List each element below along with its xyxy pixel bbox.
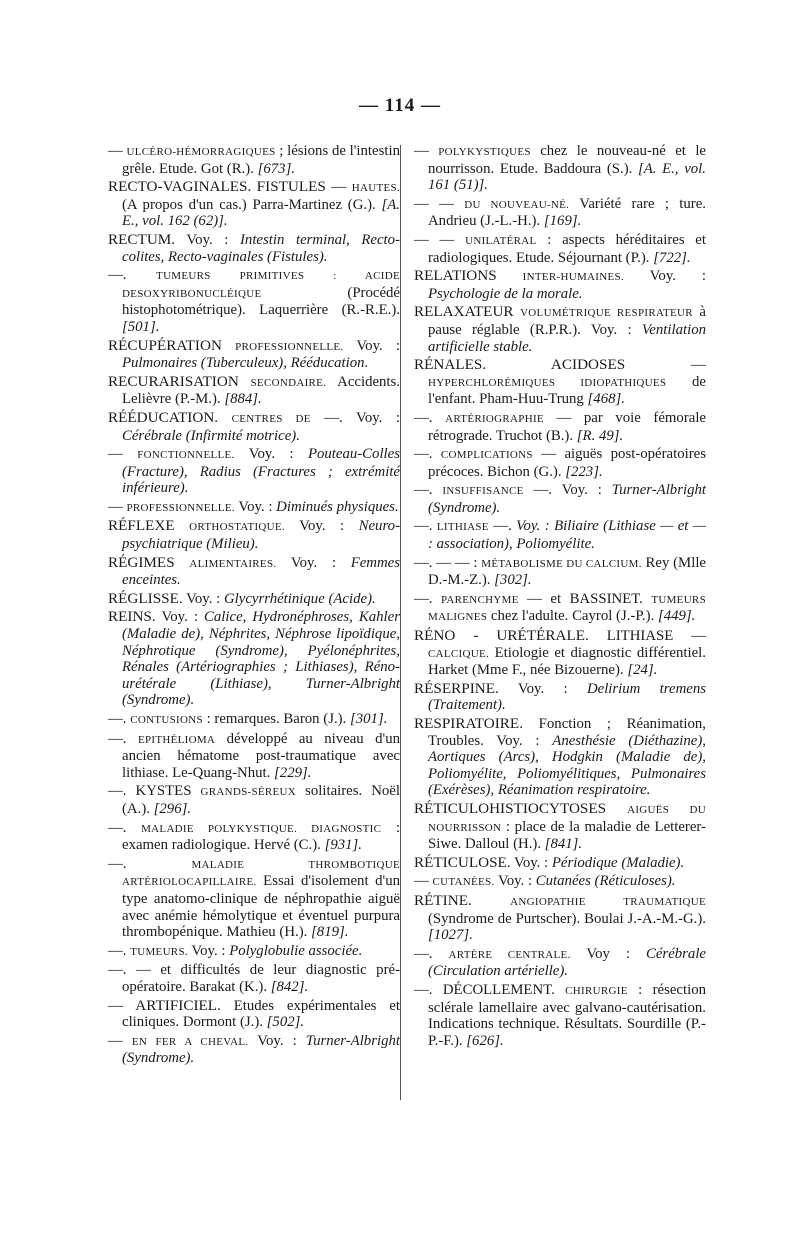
entry-text: MALADIE POLYKYSTIQUE. DIAGNOSTIC [141, 822, 382, 835]
entry-text: CONTUSIONS [130, 714, 203, 726]
entry-text: [884]. [224, 391, 262, 408]
column-divider [400, 145, 401, 1100]
entry-text: EN FER A CHEVAL. [131, 1035, 249, 1048]
index-entry [414, 982, 706, 1049]
entry-text: [223]. [565, 463, 603, 480]
index-entry [414, 555, 706, 589]
entry-text: RÉGLISSE. [108, 589, 183, 607]
left-column [108, 143, 400, 1069]
entry-text: [468]. [587, 391, 625, 408]
entry-text: INSUFFISANCE [442, 485, 524, 498]
entry-text: —. [108, 730, 138, 747]
entry-text: [296]. [153, 800, 192, 817]
entry-text: —. [108, 819, 142, 836]
entry-text: — — [414, 195, 465, 212]
entry-text: Accidents. Lelièvre (P.-M.). [122, 373, 400, 408]
index-entry [414, 482, 706, 516]
entry-text: Voy. : Biliaire (Lithiase — et — : association), Poliomyélite. [428, 518, 706, 553]
entry-text: Voy. : [498, 680, 587, 697]
entry-text: —. [414, 482, 443, 499]
entry-text: RÉÉDUCATION. [108, 408, 219, 426]
index-entry [108, 731, 400, 782]
entry-text: RÉCUPÉRATION [108, 336, 222, 354]
entry-text: —. [108, 855, 192, 872]
entry-text: Femmes enceintes. [122, 554, 400, 589]
entry-text: AIGUËS DU NOURRISSON [428, 803, 707, 834]
index-entry [108, 943, 400, 961]
index-entry [414, 304, 706, 355]
entry-text: [169]. [543, 213, 582, 230]
entry-text: RÉTINE. [414, 891, 472, 909]
entry-text: : aspects héréditaires et radiologiques. Etude. Séjournant (P.). [428, 231, 706, 266]
entry-text: INTER-HUMAINES. [522, 271, 624, 284]
entry-text: ULCÉRO-HÉMORRAGIQUES [126, 146, 276, 158]
entry-text: —. DÉCOLLEMENT. [414, 981, 566, 998]
entry-text: [301]. [350, 711, 388, 727]
entry-text: GRANDS-SÉREUX [200, 786, 297, 799]
entry-text [222, 338, 235, 354]
index-entry [108, 518, 400, 552]
entry-text: —. [414, 590, 441, 607]
index-entry [108, 374, 400, 408]
entry-text: Anesthésie (Diéthazine), Aortiques (Arcs), Hodgkin (Maladie de), Poliomyélite, Poliomyélitiques, Pulmonaires (Exérèses), Réanimation respiratoire. [428, 732, 706, 799]
entry-text: RELAXATEUR [414, 303, 514, 321]
entry-text: FONCTIONNELLE. [137, 449, 235, 462]
entry-text: MÉTABOLISME DU CALCIUM. [481, 557, 642, 570]
index-entry [108, 143, 400, 177]
entry-text: Psychologie de la morale. [428, 285, 583, 302]
index-entry [108, 410, 400, 444]
entry-text: [931]. [324, 837, 362, 854]
page-number: — 114 — [359, 95, 441, 116]
entry-text: Turner-Albright (Syndrome). [428, 482, 706, 516]
entry-text: [626]. [466, 1032, 504, 1049]
entry-text: RÉNO - URÉTÉRALE. [414, 627, 589, 645]
entry-text: chez l'adulte. Cayrol (J.-P.). [487, 608, 658, 625]
entry-text: solitaires. Noël (A.). [122, 783, 400, 817]
index-entry [414, 591, 706, 626]
entry-text: Fonction ; Réanimation, Troubles. Voy. : [428, 716, 706, 749]
entry-text: TUMEURS PRIMITIVES : ACIDE DESOXYRIBONUCLÉIQUE [122, 270, 400, 300]
entry-text: LITHIASE [436, 521, 489, 534]
index-entry [108, 1033, 400, 1067]
entry-text: PARENCHYME [440, 593, 519, 606]
index-entry [414, 716, 706, 799]
entry-text: ALIMENTAIRES. [189, 557, 277, 570]
entry-text [606, 801, 627, 817]
entry-text: Voy. : [182, 590, 224, 607]
index-entry [108, 232, 400, 265]
index-entry [108, 555, 400, 589]
entry-text: Etudes expérimentales et cliniques. Dormont (J.). [122, 997, 400, 1031]
entry-text: [A. E., vol. 161 (51)]. [428, 160, 706, 194]
entry-text: RÉSERPINE. [414, 679, 499, 697]
entry-text: ; lésions de l'intestin grêle. Etude. Got (R.). [122, 143, 400, 177]
index-entry [414, 855, 706, 872]
entry-text: [841]. [544, 836, 583, 853]
index-entry [108, 591, 400, 608]
entry-text: CHIRURGIE [565, 984, 628, 997]
entry-text: [A. E., vol. 162 (62)]. [122, 196, 400, 230]
entry-text: chez le nouveau-né et le nourrisson. Etude. Baddoura (S.). [428, 143, 707, 177]
entry-text: — ARTIFICIEL. [108, 996, 221, 1014]
entry-text: Voy. : [285, 518, 359, 535]
index-entry [108, 179, 400, 230]
entry-text: RÉTICULOSE. [414, 853, 511, 871]
entry-text: REINS. [108, 608, 156, 626]
entry-text: — et BASSINET. [518, 590, 652, 607]
entry-text: Polyglobulie associée. [229, 942, 363, 959]
entry-text: (Procédé histophotométrique). Laquerrière (R.-R.E.). [122, 284, 400, 319]
entry-text: [229]. [274, 764, 312, 781]
entry-text: POLYKYSTIQUES [438, 146, 531, 158]
entry-text: (A propos d'un cas.) Parra-Martinez (G.). [122, 196, 382, 213]
entry-text: RÉGIMES [108, 553, 175, 571]
index-entry [414, 268, 706, 302]
index-entry [108, 338, 400, 372]
entry-text: Calice, Hydronéphroses, Kahler (Maladie de), Néphrites, Néphrose lipoïdique, Néphrotique (Syndrome), Pyélonéphrites, Rénales (Artériographies ; Lithiases), Réno-urétérale (Lithiase), Turner-Albright (Syndrome). [122, 609, 400, 709]
entry-text: Cérébrale (Circulation artérielle). [428, 945, 706, 980]
entry-text: COMPLICATIONS [440, 449, 533, 462]
entry-text: —. [414, 446, 441, 463]
index-entry [414, 801, 706, 853]
entry-text [472, 893, 510, 909]
entry-text: —. Voy. : [310, 409, 400, 426]
entry-text: Voy : [570, 945, 646, 962]
index-entry [414, 446, 706, 480]
index-entry [414, 357, 706, 408]
entry-text: à pause réglable (R.P.R.). Voy. : [428, 304, 706, 338]
entry-text: Voy. : [343, 337, 400, 354]
entry-text: Voy. : [155, 609, 205, 626]
entry-text: — [414, 873, 433, 890]
right-column [414, 143, 706, 1051]
entry-text: Cérébrale (Infirmité motrice). [122, 427, 300, 444]
entry-text: Glycyrrhétinique (Acide). [223, 590, 376, 607]
entry-text: Diminués physiques. [276, 498, 399, 515]
entry-text: Voy. : [623, 268, 706, 285]
index-entry [414, 628, 706, 679]
index-entry [108, 267, 400, 335]
entry-text: —. — et difficultés de leur diagnostic pré-opératoire. Barakat (K.). [108, 962, 400, 995]
entry-text: Voy. : [494, 873, 536, 890]
index-entry [108, 446, 400, 497]
entry-text: —. — — : [414, 554, 482, 571]
entry-text: — [108, 143, 127, 159]
entry-text: ARTÉRIOGRAPHIE [445, 412, 544, 425]
index-entry [108, 711, 400, 729]
entry-text: [501]. [122, 318, 160, 335]
entry-text: Pulmonaires (Tuberculeux), Rééducation. [122, 355, 369, 372]
entry-text: [R. 49]. [576, 427, 624, 444]
entry-text: Cutanées (Réticuloses). [535, 873, 676, 890]
entry-text: SECONDAIRE. [250, 376, 327, 389]
entry-text: ANGIOPATHIE TRAUMATIQUE [510, 895, 706, 908]
index-entry [108, 609, 400, 709]
entry-text: : examen radiologique. Hervé (C.). [122, 819, 401, 854]
entry-text: Turner-Albright (Syndrome). [122, 1032, 400, 1067]
entry-text: TUMEURS MALIGNES [428, 593, 706, 624]
entry-text: PROFESSIONNELLE. [126, 501, 235, 514]
entry-text: ORTHOSTATIQUE. [189, 521, 285, 534]
entry-text [175, 518, 189, 534]
index-entry [414, 873, 706, 891]
entry-text [239, 374, 251, 390]
entry-text: DU NOUVEAU-NÉ. [464, 198, 570, 211]
entry-text: [819]. [311, 924, 349, 941]
index-entry [108, 856, 400, 941]
entry-text: RÉFLEXE [108, 517, 175, 535]
entry-text: — — [414, 231, 466, 248]
entry-text: Voy. : [234, 498, 277, 515]
entry-text: Neuro-psychiatrique (Milieu). [122, 518, 400, 553]
entry-text: [673]. [257, 160, 296, 177]
entry-text: —. [414, 945, 449, 962]
entry-text: [449]. [657, 608, 696, 625]
entry-text: RECURARISATION [108, 372, 239, 390]
entry-text: RECTO-VAGINALES. FISTULES — [108, 178, 347, 196]
index-entry [108, 783, 400, 817]
entry-text: — par voie fémorale rétrograde. Truchot (B.). [428, 409, 706, 444]
index-entry [414, 410, 706, 444]
entry-text: —. [108, 942, 131, 959]
entry-text: —. [414, 409, 446, 426]
entry-text: —. [108, 267, 157, 284]
entry-text: RÉTICULOHISTIOCYTOSES [414, 799, 607, 817]
entry-text: —. KYSTES [108, 783, 201, 800]
index-entry [108, 998, 400, 1031]
entry-text: [722]. [653, 249, 691, 266]
entry-text: PROFESSIONNELLE. [235, 340, 344, 353]
entry-text: [502]. [266, 1014, 305, 1031]
entry-text: CALCIQUE. [428, 647, 490, 660]
entry-text: : remarques. Baron (J.). [202, 711, 350, 727]
entry-text: [24]. [627, 662, 658, 679]
index-entry [108, 962, 400, 995]
entry-text: HYPERCHLORÉMIQUES IDIOPATHIQUES [428, 376, 667, 389]
entry-text: Voy. : [510, 854, 552, 871]
index-entry [414, 232, 706, 266]
entry-text: Pouteau-Colles (Fracture), Radius (Fractures ; extrémité inférieure). [122, 446, 400, 497]
entry-text: —. Voy. : [523, 482, 612, 499]
entry-text: RECTUM. [108, 230, 176, 248]
index-entry [108, 820, 400, 854]
entry-text: Périodique (Maladie). [551, 854, 685, 871]
entry-text: développé au niveau d'un ancien hématome post-traumatique avec lithiase. Le-Quang-Nhut. [122, 730, 400, 781]
entry-text: HAUTES. [351, 182, 401, 195]
entry-text: MALADIE THROMBOTIQUE ARTÉRIOLOCAPILLAIRE. [122, 858, 400, 889]
entry-text: — [108, 498, 127, 515]
entry-text: — [108, 446, 138, 463]
entry-text: VOLUMÉTRIQUE RESPIRATEUR [520, 307, 693, 320]
entry-text: — [108, 1032, 132, 1049]
entry-text: [1027]. [428, 927, 473, 944]
entry-text: Etiologie et diagnostic différentiel. Harket (Mme F., née Bizouerne). [428, 644, 706, 679]
entry-text: EPITHÉLIOMA [137, 733, 216, 746]
entry-text: [842]. [270, 978, 309, 995]
entry-text: Voy. : [276, 554, 351, 571]
entry-text: Voy. : [234, 446, 308, 463]
entry-text: Essai d'isolement d'un type anatomo-clinique de néphropathie aiguë avec anémie hémolytique et éventuel purpura thrombopénique. Mathieu (H.). [122, 873, 400, 941]
index-entry [414, 518, 706, 552]
index-entry [414, 196, 706, 230]
entry-text: —. [108, 711, 131, 727]
entry-text [175, 555, 190, 571]
entry-text: Rey (Mlle D.-M.-Z.). [428, 554, 706, 589]
entry-text: CENTRES DE [231, 412, 311, 425]
entry-text [497, 268, 523, 284]
index-entry [414, 143, 706, 194]
entry-text: —. [488, 518, 517, 535]
entry-text: Delirium tremens (Traitement). [428, 680, 706, 714]
entry-text: LITHIASE — [588, 628, 706, 645]
entry-text: Ventilation artificielle stable. [428, 321, 706, 355]
entry-text: UNILATÉRAL [465, 234, 537, 247]
entry-text: Voy. : [187, 942, 230, 959]
entry-text: Intestin terminal, Recto-colites, Recto-vaginales (Fistules). [122, 231, 400, 265]
entry-text: Voy. : [248, 1032, 306, 1049]
entry-text: : place de la maladie de Letterer-Siwe. Dalloul (H.). [428, 818, 706, 853]
entry-text: (Syndrome de Purtscher). Boulai J.-A.-M.-G.). [428, 910, 706, 927]
index-entry [108, 499, 400, 517]
entry-text: [302]. [494, 572, 532, 589]
index-entry [414, 681, 706, 714]
entry-text: ARTÈRE CENTRALE. [448, 948, 571, 961]
entry-text: —. [414, 518, 437, 535]
entry-text: Variété rare ; ture. Andrieu (J.-L.-H.). [428, 195, 707, 230]
entry-text: RESPIRATOIRE. [414, 715, 524, 732]
entry-text: RELATIONS [414, 267, 497, 285]
entry-text: RÉNALES. ACIDOSES — [414, 356, 706, 374]
index-entry [414, 946, 706, 980]
entry-text: CUTANÉES. [432, 876, 495, 889]
entry-text: TUMEURS. [130, 945, 188, 958]
entry-text: de l'enfant. Pham-Huu-Trung [428, 373, 706, 408]
entry-text: — aiguës post-opératoires précoces. Bichon (G.). [428, 446, 706, 480]
entry-text: : résection sclérale lamellaire avec galvano-cautérisation. Indications technique. Résultats. Sourdille (P.-P.-F.). [428, 981, 707, 1049]
index-entry [414, 893, 706, 944]
entry-text [218, 410, 232, 426]
entry-text: — [414, 143, 439, 159]
entry-text: Voy. : [175, 231, 240, 248]
